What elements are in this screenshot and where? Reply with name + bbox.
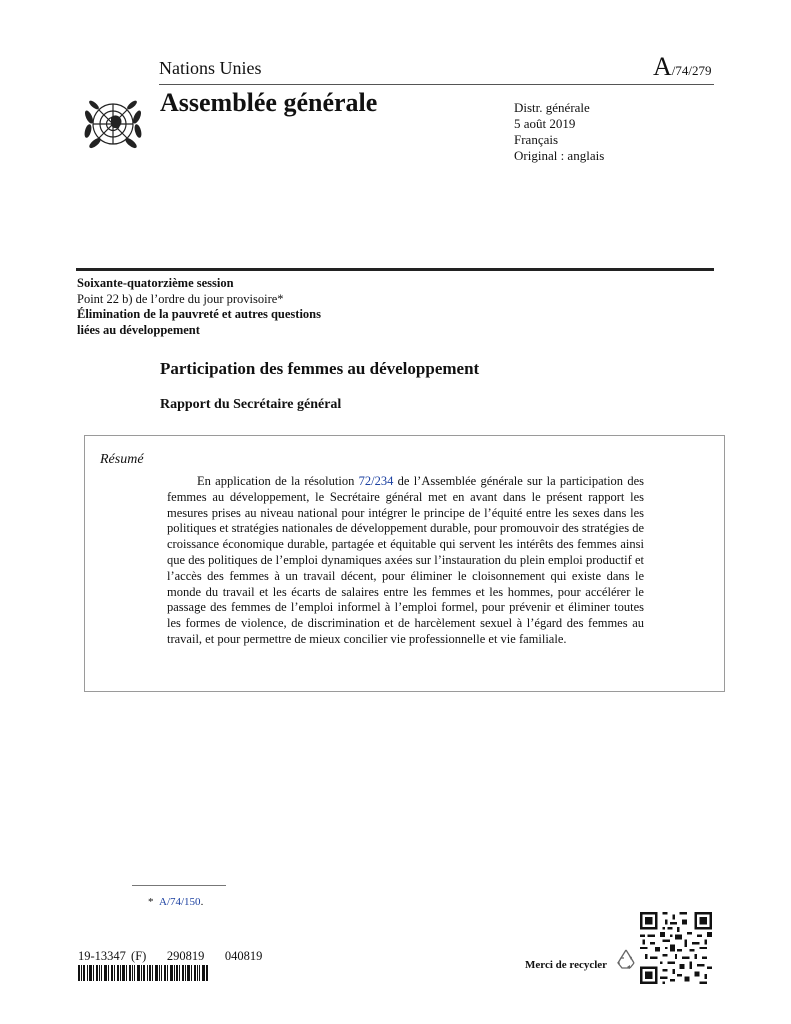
release-date: 040819 — [224, 949, 263, 963]
un-emblem-icon — [80, 93, 146, 159]
document-date: 5 août 2019 — [514, 116, 576, 131]
agenda-topic-line1: Élimination de la pauvreté et autres questions — [77, 307, 321, 321]
distribution-block — [514, 100, 604, 164]
body-name: Assemblée générale — [160, 88, 378, 117]
recycle-icon — [614, 947, 638, 971]
summary-text-start: En application de la résolution — [197, 474, 359, 488]
recycle-text: Merci de recycler — [525, 959, 608, 971]
section-rule — [76, 268, 714, 271]
issue-date: 290819 — [166, 949, 205, 963]
symbol-letter: A — [653, 52, 672, 81]
document-number-line — [78, 949, 262, 964]
barcode-icon — [78, 965, 208, 981]
summary-heading: Résumé — [100, 452, 144, 467]
agenda-item: Point 22 b) de l’ordre du jour provisoire* — [77, 291, 284, 306]
agenda-block — [77, 276, 321, 338]
footnote-suffix: . — [200, 896, 204, 908]
document-symbol — [653, 52, 712, 82]
report-subtitle: Rapport du Secrétaire général — [160, 397, 342, 412]
distribution-type: Distr. générale — [514, 100, 590, 115]
footnote — [148, 896, 203, 908]
summary-text-rest: de l’Assemblée générale sur la participation des femmes au développement, le Secrétaire général met en avant dans le présent rapport les mesures prises au niveau national pour intégrer le principe de l’équité entre les sexes dans les politiques et stratégies nationales de développement durable, pour promouvoir des stratégies de croissance économique durable, partagée et équitable qui servent les intérêts des femmes ainsi que des politiques de l’emploi dynamiques axées sur l’instauration du plein emploi productif et l’accès des femmes à un travail décent, pour éliminer le cloisonnement qui existe dans le monde du travail et les écarts de salaires entre les femmes et les hommes, pour accélérer le passage des femmes de l’emploi informel à l’emploi formel, pour prévenir et éliminer toutes les formes de violence, de discrimination et de harcèlement sexuel à l’égard des femmes au travail, et pour permettre de mieux concilier vie professionnelle et vie familiale. — [167, 474, 644, 646]
document-language: Français — [514, 132, 559, 147]
footnote-link[interactable]: A/74/150 — [159, 896, 201, 908]
agenda-topic-line2: liées au développement — [77, 322, 200, 337]
qr-code-icon — [640, 912, 712, 984]
resolution-link[interactable]: 72/234 — [358, 474, 394, 488]
original-language: Original : anglais — [514, 148, 605, 163]
report-title: Participation des femmes au développement — [160, 359, 480, 378]
document-number: 19-13347 (F) — [78, 949, 147, 963]
session-name: Soixante-quatorzième session — [77, 276, 234, 290]
footnote-marker: * — [148, 896, 154, 908]
summary-text — [167, 474, 644, 648]
organization-name: Nations Unies — [159, 58, 262, 78]
footnote-rule — [132, 885, 226, 886]
header-rule — [159, 84, 714, 85]
symbol-number: /74/279 — [671, 63, 712, 78]
